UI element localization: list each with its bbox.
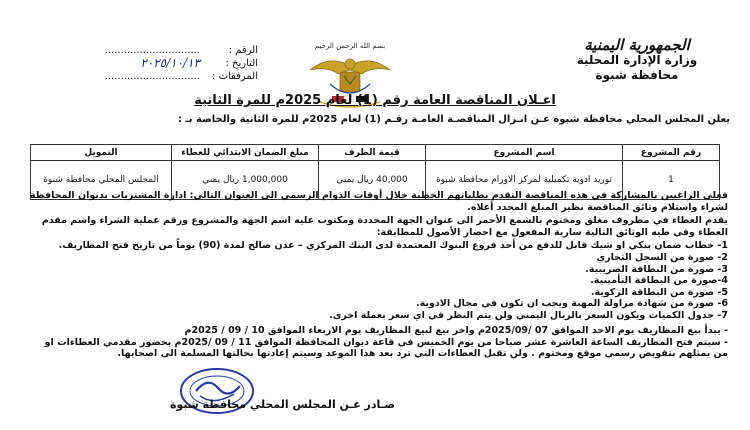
list-item: 1- خطاب ضمان بنكي او شيك قابل للدفع من أحد فروع البنوك المعتمدة لدى البنك المركزي – عدن صالح لمدة (90) يوماً من تاريخ فتح المظاريف. [58,240,728,252]
intro-paragraph: يعلن المجلس المحلي محافظة شبوة عـن انـزال المناقصـة العامـة رقـم (1) لعام 2025م للمرة الثانية والخاصة بـ : [177,114,730,125]
ref-date-row [38,57,258,70]
list-item: - سيتم فتح المظاريف الساعة العاشرة عشر صباحا من يوم الخميس في قاعة ديوان المحافظة الموافق 11 / 09 /2025م بحضور مقدمي العطاءات او من يمثلهم بتفويض رسمي موقع ومختوم . ولن تقبل العطاءات التي ترد بعد هذا الموعد وسيتم إعادتها بحالتها المسلمة الى اصحابها. [44,336,728,360]
list-item: - يبدأ بيع المظاريف يوم الاحد الموافق 07 /2025/09م واخر بيع لبيع المظاريف يوم الاربعاء الموافق 10 / 09 / 2025م [184,325,728,336]
ref-attachments-row [38,70,258,83]
body-text [28,190,728,322]
table-header-cell: رقم المشروع [623,145,720,161]
table-header-cell: مبلغ الضمان الابتدائي للعطاء [172,145,319,161]
paragraph: يقدم العطاء في مظروف مغلق ومختوم بالشمع الأحمر الى عنوان الجهة المحددة ومكتوب عليه اسم الجهة والمشروع ورقم عملية الشراء واسم مقدم العطاء وفي طيه الوثائق التالية سارية المفعول مع احضار الأصول للمطابقة: [41,215,728,238]
table-header-cell: قيمة الظرف [319,145,426,161]
ref-number-label: الرقم : [228,45,258,56]
paragraph: فعلى الراغبين بالمشاركة في هذه المناقصة التقدم بطلباتهم الخطية خلال أوقات الدوام الرسمي الى العنوان التالي: ادارة المشتريات بديوان المحافظة لشراء واستلام وثائق المناقصة نظير المبلغ المحدد أعلاه. [29,190,728,213]
table-header-cell: التمويل [31,145,172,161]
list-item: 2- صورة من السجل التجاري [596,251,728,263]
table-cell: 40,000 ريال يمني [319,161,426,200]
ref-attachments-value: .............................. [104,71,200,82]
country-name: الجمهورية اليمنية [584,36,690,54]
document-title: اعـلان المناقصة العامة رقم (1) لعام 2025م للمرة الثانية [194,93,556,108]
ref-date-label: التاريخ : [225,58,258,69]
ministry-name: وزارة الإدارة المحلية [576,53,698,67]
table-cell: 1,000,000 ريال يمني [172,161,319,200]
table-header-cell: اسم المشروع [426,145,623,161]
list-item: 4-صورة من البطاقة التأمينية. [590,275,728,287]
signature-line: صـادر عـن المجلس المحلي محافظة شبوة [170,398,396,411]
table-cell: توريد ادوية تكميلية لمركز الاورام محافظة شبوة [426,161,623,200]
table-cell: المجلس المحلي محافظة شبوة [31,161,172,200]
governorate-name: محافظة شبوة [595,68,679,82]
ref-number-value: .............................. [104,45,200,56]
list-item: 3- صورة من البطاقة الضريبية. [585,263,728,275]
basmala-text: بسم الله الرحمن الرحيم [314,42,386,50]
table-header-row [31,145,720,161]
bullet-text: يبدأ بيع المظاريف يوم الاحد الموافق 07 /2025/09م واخر بيع لبيع المظاريف يوم الاربعاء الموافق 10 / 09 / 2025م [184,325,721,336]
list-item: 5- صورة من البطاقة الزكوية. [590,286,728,298]
letterhead [552,38,722,83]
list-item: 7- جدول الكميات ويكون السعر بالريال اليمني ولن يتم النظر في اي سعر بعملة اخرى. [329,309,728,321]
list-item: 6- صورة من شهادة مزاولة المهنة ويجب ان تكون في مجال الادوية. [416,298,728,310]
dates-list [28,325,728,360]
reference-block [38,44,258,83]
table-cell: 1 [623,161,720,200]
documents-list [28,240,728,321]
bullet-text: سيتم فتح المظاريف الساعة العاشرة عشر صباحا من يوم الخميس في قاعة ديوان المحافظة الموافق 11 / 09 /2025م بحضور مقدمي العطاءات او من يمثلهم بتفويض رسمي موقع ومختوم . ولن تقبل العطاءات التي ترد بعد هذا الموعد وسيتم إعادتها بحالتها المسلمة الى اصحابها. [44,336,728,360]
ref-date-value: ٢٠٢٥/١٠/١٣ [140,56,200,70]
ref-attachments-label: المرفقات : [212,71,258,82]
